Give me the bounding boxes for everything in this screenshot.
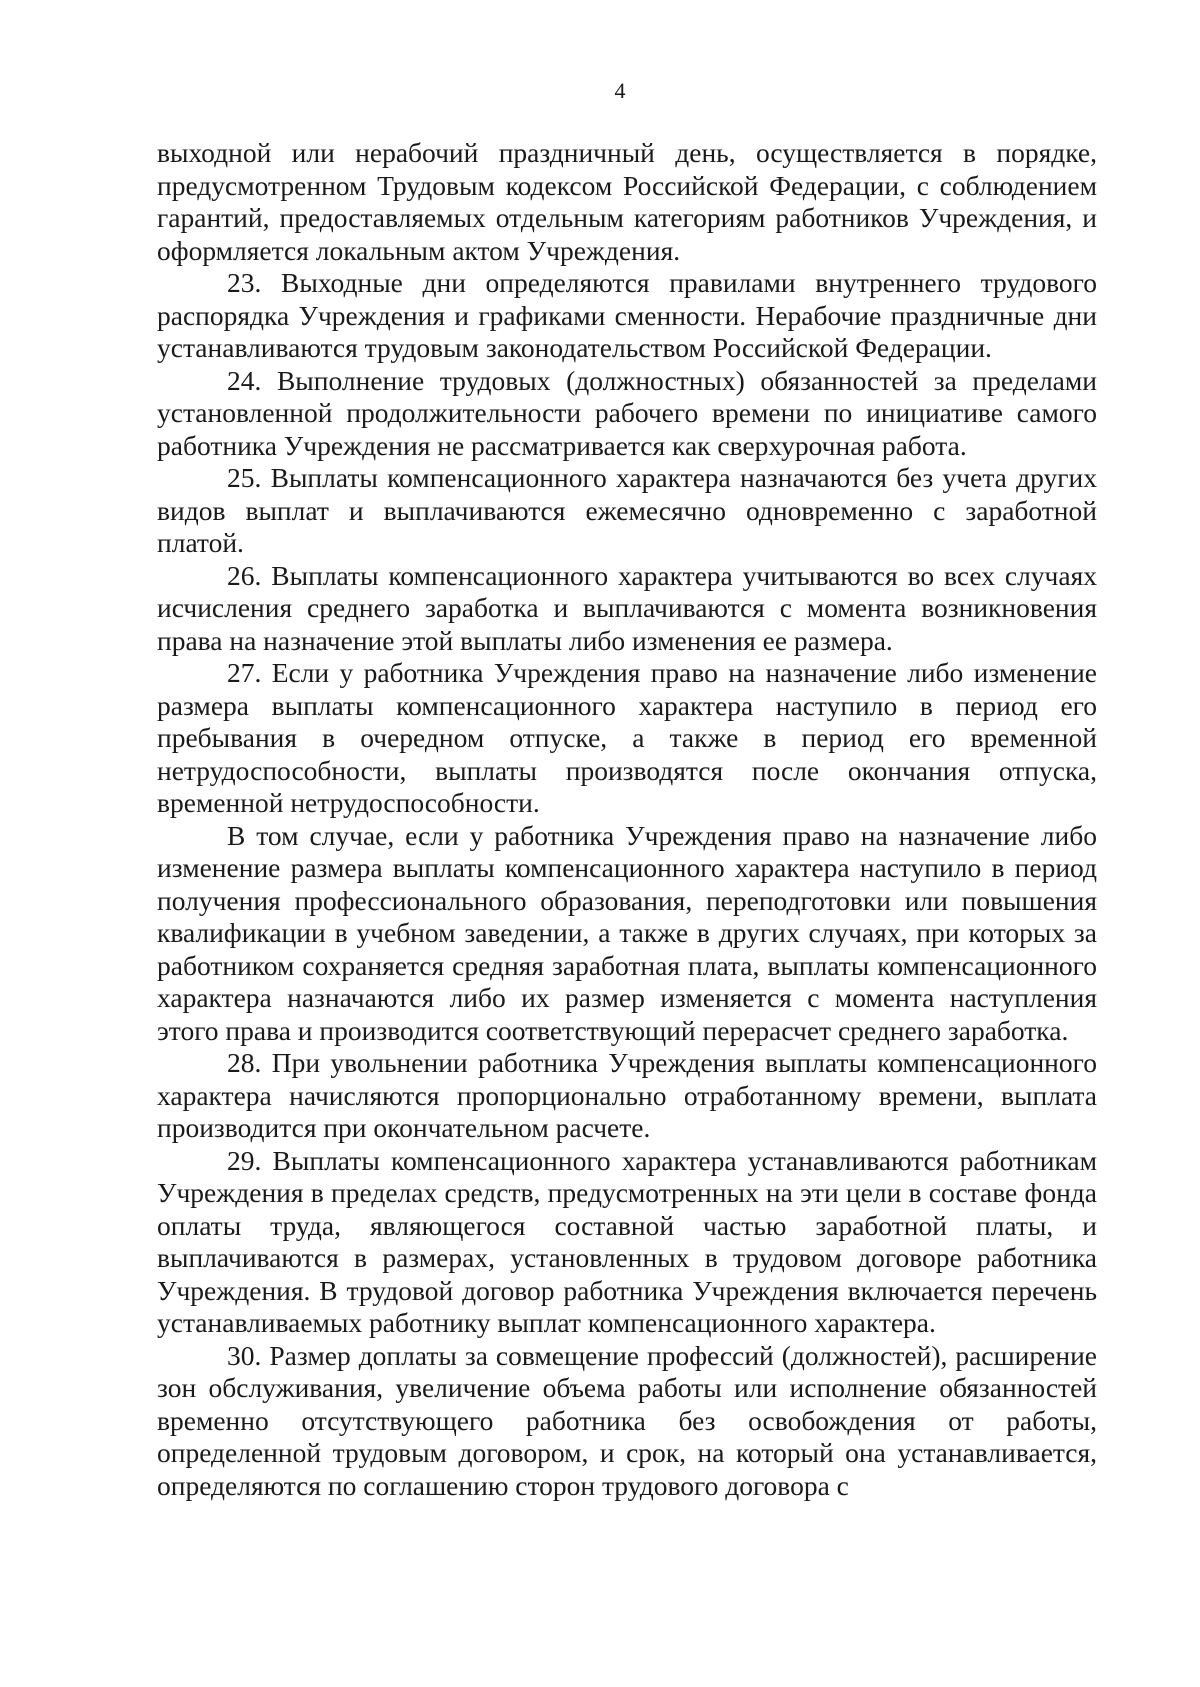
paragraph-item-27: 27. Если у работника Учреждения право на назначение либо изменение размера выплаты компенсационного характера наступило в период его пребывания в очередном отпуске, а также в период его временной нетрудоспособности, выплаты производятся после окончания отпуска, временной нетрудоспособности. [157,657,1097,818]
paragraph-item-23: 23. Выходные дни определяются правилами внутреннего трудового распорядка Учреждения и графиками сменности. Нерабочие праздничные дни устанавливаются трудовым законодательством Российской Федерации. [157,267,1097,363]
page-number: 4 [614,78,626,103]
paragraph-item-24: 24. Выполнение трудовых (должностных) обязанностей за пределами установленной продолжительности рабочего времени по инициативе самого работника Учреждения не рассматривается как сверхурочная работа. [157,364,1097,461]
document-body [157,137,1097,1502]
paragraph-item-27-continued: В том случае, если у работника Учреждения право на назначение либо изменение размера выплаты компенсационного характера наступило в период получения профессионального образования, переподготовки или повышения квалификации в учебном заведении, а также в других случаях, при которых за работником сохраняется средняя заработная плата, выплаты компенсационного характера назначаются либо их размер изменяется с момента наступления этого права и производится соответствующий перерасчет среднего заработка. [157,819,1097,1046]
paragraph-item-29: 29. Выплаты компенсационного характера устанавливаются работникам Учреждения в пределах средств, предусмотренных на эти цели в составе фонда оплаты труда, являющегося составной частью заработной платы, и выплачиваются в размерах, установленных в трудовом договоре работника Учреждения. В трудовой договор работника Учреждения включается перечень устанавливаемых работнику выплат компенсационного характера. [157,1144,1097,1338]
paragraph-item-25: 25. Выплаты компенсационного характера назначаются без учета других видов выплат и выплачиваются ежемесячно одновременно с заработной платой. [157,462,1097,558]
paragraph-item-26: 26. Выплаты компенсационного характера учитываются во всех случаях исчисления среднего заработка и выплачиваются с момента возникновения права на назначение этой выплаты либо изменения ее размера. [157,559,1097,656]
paragraph-item-28: 28. При увольнении работника Учреждения выплаты компенсационного характера начисляются пропорционально отработанному времени, выплата производится при окончательном расчете. [157,1047,1097,1143]
paragraph-continuation: выходной или нерабочий праздничный день, осуществляется в порядке, предусмотренном Трудовым кодексом Российской Федерации, с соблюдением гарантий, предоставляемых отдельным категориям работников Учреждения, и оформляется локальным актом Учреждения. [157,137,1097,266]
paragraph-item-30: 30. Размер доплаты за совмещение профессий (должностей), расширение зон обслуживания, увеличение объема работы или исполнение обязанностей временно отсутствующего работника без освобождения от работы, определенной трудовым договором, и срок, на который она устанавливается, определяются по соглашению сторон трудового договора с [157,1339,1097,1501]
